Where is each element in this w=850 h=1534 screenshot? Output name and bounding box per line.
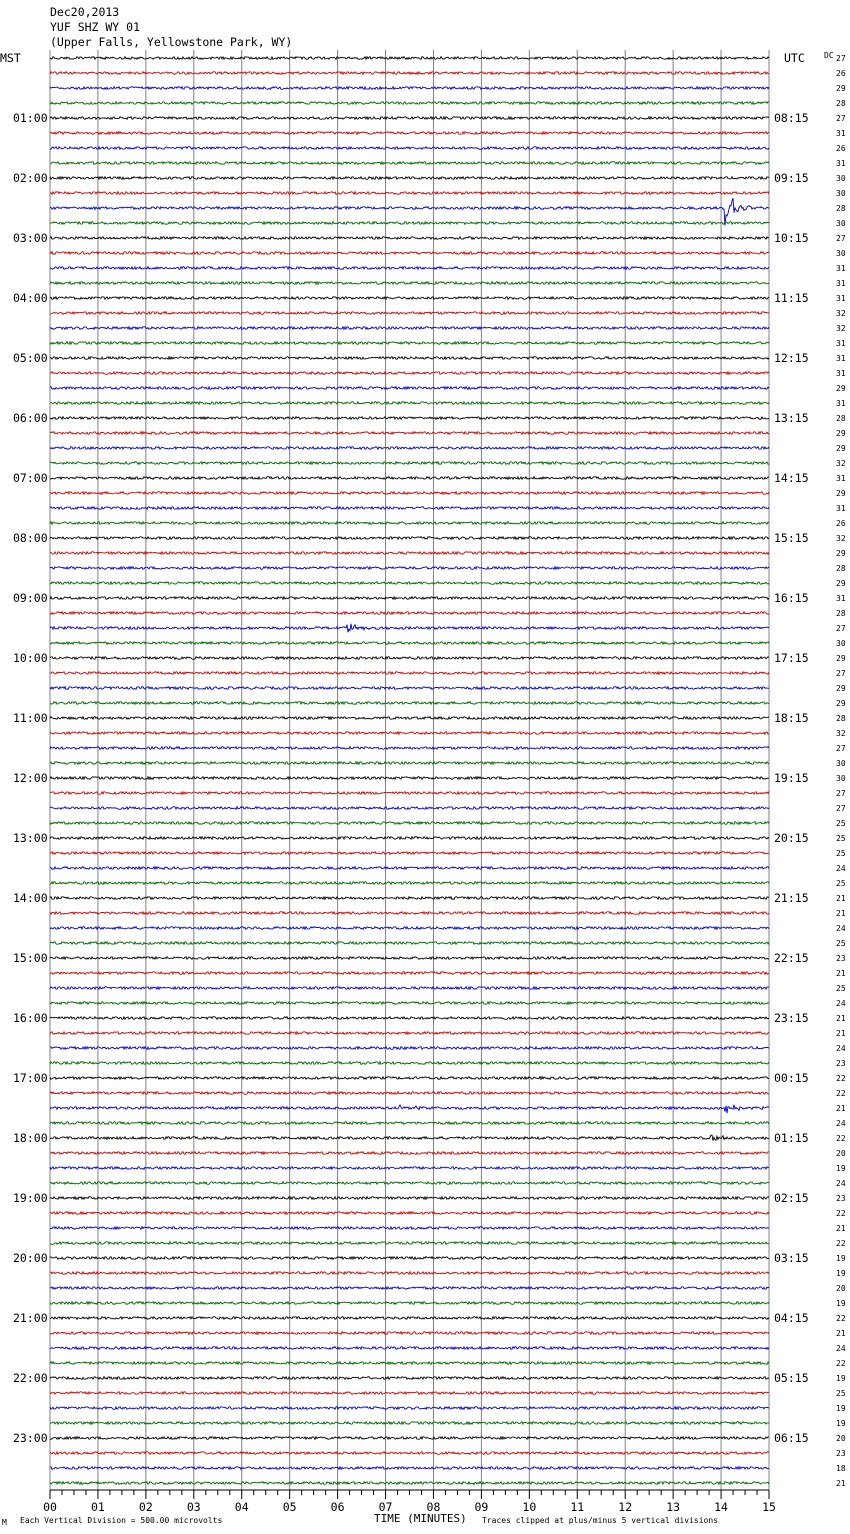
dc-offset-label: 22: [836, 1074, 846, 1083]
x-tick-label: 01: [91, 1500, 105, 1514]
trace-66: [50, 1047, 769, 1050]
trace-42: [50, 687, 769, 690]
trace-45: [50, 732, 769, 735]
dc-offset-label: 29: [836, 444, 846, 453]
dc-offset-label: 28: [836, 414, 846, 423]
dc-offset-label: 20: [836, 1149, 846, 1158]
trace-46: [50, 747, 769, 750]
right-hour-label: 06:15: [774, 1431, 809, 1445]
dc-offset-label: 19: [836, 1374, 846, 1383]
trace-16: [50, 297, 769, 300]
trace-84: [50, 1317, 769, 1320]
right-hour-label: 11:15: [774, 291, 809, 305]
right-hour-label: 22:15: [774, 951, 809, 965]
dc-offset-label: 28: [836, 204, 846, 213]
x-tick-label: 12: [618, 1500, 633, 1514]
dc-offset-label: 31: [836, 279, 846, 288]
dc-offset-label: 30: [836, 759, 846, 768]
left-hour-label: 20:00: [13, 1251, 48, 1265]
dc-offset-label: 25: [836, 819, 846, 828]
dc-offset-label: 19: [836, 1164, 846, 1173]
trace-91: [50, 1422, 769, 1425]
left-hour-label: 05:00: [13, 351, 48, 365]
trace-50: [50, 807, 769, 810]
dc-offset-label: 19: [836, 1404, 846, 1413]
left-hour-label: 22:00: [13, 1371, 48, 1385]
dc-offset-label: 30: [836, 219, 846, 228]
left-hour-label: 19:00: [13, 1191, 48, 1205]
trace-38: [50, 624, 769, 633]
trace-58: [50, 927, 769, 930]
trace-89: [50, 1392, 769, 1395]
trace-65: [50, 1032, 769, 1035]
right-hour-label: 10:15: [774, 231, 809, 245]
dc-offset-label: 22: [836, 1359, 846, 1368]
dc-offset-label: 21: [836, 969, 846, 978]
trace-13: [50, 252, 769, 255]
trace-78: [50, 1227, 769, 1230]
trace-37: [50, 612, 769, 615]
dc-offset-label: 25: [836, 834, 846, 843]
left-hour-label: 12:00: [13, 771, 48, 785]
dc-offset-label: 25: [836, 849, 846, 858]
trace-53: [50, 852, 769, 855]
dc-offset-label: 28: [836, 564, 846, 573]
dc-offset-label: 19: [836, 1269, 846, 1278]
trace-68: [50, 1077, 769, 1080]
trace-14: [50, 267, 769, 270]
trace-80: [50, 1257, 769, 1260]
dc-offset-label: 31: [836, 474, 846, 483]
x-tick-label: 13: [666, 1500, 681, 1514]
trace-24: [50, 417, 769, 420]
left-hour-label: 09:00: [13, 591, 48, 605]
trace-72: [50, 1135, 769, 1141]
trace-10: [50, 198, 769, 225]
right-hour-label: 13:15: [774, 411, 809, 425]
dc-offset-label: 29: [836, 489, 846, 498]
trace-31: [50, 522, 769, 525]
right-hour-label: 15:15: [774, 531, 809, 545]
trace-51: [50, 822, 769, 825]
trace-49: [50, 792, 769, 795]
left-hour-label: 03:00: [13, 231, 48, 245]
right-hour-label: 14:15: [774, 471, 809, 485]
dc-offset-label: 24: [836, 924, 846, 933]
trace-44: [50, 717, 769, 720]
dc-offset-label: 23: [836, 1194, 846, 1203]
trace-8: [50, 177, 769, 180]
trace-64: [50, 1017, 769, 1020]
trace-82: [50, 1287, 769, 1290]
trace-33: [50, 552, 769, 555]
dc-offset-label: 32: [836, 459, 846, 468]
x-tick-label: 11: [570, 1500, 585, 1514]
dc-offset-label: 29: [836, 699, 846, 708]
dc-offset-label: 29: [836, 84, 846, 93]
trace-48: [50, 777, 769, 780]
left-hour-label: 16:00: [13, 1011, 48, 1025]
left-hour-label: 10:00: [13, 651, 48, 665]
dc-offset-label: 24: [836, 1344, 846, 1353]
trace-36: [50, 597, 769, 600]
dc-offset-label: 21: [836, 1029, 846, 1038]
trace-0: [50, 57, 769, 60]
trace-29: [50, 492, 769, 495]
dc-offset-label: 26: [836, 519, 846, 528]
left-timezone-label: MST: [0, 51, 21, 65]
trace-54: [50, 867, 769, 870]
trace-76: [50, 1197, 769, 1200]
trace-41: [50, 672, 769, 675]
trace-73: [50, 1152, 769, 1155]
left-hour-label: 08:00: [13, 531, 48, 545]
dc-offset-label: 31: [836, 339, 846, 348]
trace-47: [50, 762, 769, 765]
trace-11: [50, 222, 769, 225]
dc-offset-label: 27: [836, 804, 846, 813]
dc-offset-label: 30: [836, 189, 846, 198]
dc-offset-label: 27: [836, 54, 846, 63]
dc-offset-label: 23: [836, 954, 846, 963]
trace-63: [50, 1002, 769, 1005]
dc-offset-label: 25: [836, 1389, 846, 1398]
trace-88: [50, 1377, 769, 1380]
right-hour-label: 21:15: [774, 891, 809, 905]
corner-mark: M: [2, 1518, 7, 1527]
left-hour-label: 15:00: [13, 951, 48, 965]
dc-offset-label: 27: [836, 114, 846, 123]
right-hour-label: 16:15: [774, 591, 809, 605]
dc-offset-label: 21: [836, 894, 846, 903]
trace-67: [50, 1062, 769, 1065]
right-hour-label: 08:15: [774, 111, 809, 125]
dc-offset-label: 31: [836, 594, 846, 603]
dc-offset-label: 25: [836, 984, 846, 993]
dc-offset-label: 22: [836, 1134, 846, 1143]
dc-offset-label: 30: [836, 639, 846, 648]
trace-5: [50, 132, 769, 135]
dc-offset-label: 21: [836, 1329, 846, 1338]
dc-offset-label: 32: [836, 729, 846, 738]
trace-87: [50, 1362, 769, 1365]
left-hour-label: 21:00: [13, 1311, 48, 1325]
location-title: (Upper Falls, Yellowstone Park, WY): [50, 35, 293, 49]
right-hour-label: 02:15: [774, 1191, 809, 1205]
right-hour-label: 05:15: [774, 1371, 809, 1385]
left-hour-label: 13:00: [13, 831, 48, 845]
dc-offset-labels: [836, 54, 846, 1488]
left-hour-label: 11:00: [13, 711, 48, 725]
trace-62: [50, 987, 769, 990]
trace-79: [50, 1242, 769, 1245]
dc-header-label: DC: [824, 51, 834, 60]
right-hour-label: 12:15: [774, 351, 809, 365]
right-hour-label: 09:15: [774, 171, 809, 185]
x-tick-label: 03: [186, 1500, 201, 1514]
trace-15: [50, 282, 769, 285]
dc-offset-label: 22: [836, 1089, 846, 1098]
dc-offset-label: 21: [836, 1224, 846, 1233]
dc-offset-label: 29: [836, 429, 846, 438]
x-tick-label: 15: [762, 1500, 776, 1514]
dc-offset-label: 23: [836, 1449, 846, 1458]
x-tick-label: 02: [138, 1500, 153, 1514]
scale-note: Each Vertical Division = 500.00 microvolts: [20, 1516, 223, 1525]
trace-85: [50, 1332, 769, 1335]
dc-offset-label: 26: [836, 144, 846, 153]
left-hour-label: 06:00: [13, 411, 48, 425]
dc-offset-label: 28: [836, 609, 846, 618]
trace-25: [50, 432, 769, 435]
dc-offset-label: 25: [836, 939, 846, 948]
dc-offset-label: 31: [836, 354, 846, 363]
left-hour-label: 01:00: [13, 111, 48, 125]
trace-59: [50, 942, 769, 945]
trace-19: [50, 342, 769, 345]
dc-offset-label: 22: [836, 1314, 846, 1323]
x-tick-label: 04: [234, 1500, 249, 1514]
dc-offset-label: 21: [836, 1014, 846, 1023]
trace-57: [50, 912, 769, 915]
trace-21: [50, 372, 769, 375]
trace-43: [50, 702, 769, 705]
dc-offset-label: 27: [836, 744, 846, 753]
dc-offset-label: 28: [836, 99, 846, 108]
trace-17: [50, 312, 769, 315]
dc-offset-label: 24: [836, 1179, 846, 1188]
right-hour-label: 03:15: [774, 1251, 809, 1265]
dc-offset-label: 30: [836, 249, 846, 258]
trace-77: [50, 1212, 769, 1215]
dc-offset-label: 27: [836, 624, 846, 633]
dc-offset-label: 29: [836, 549, 846, 558]
dc-offset-label: 30: [836, 174, 846, 183]
dc-offset-label: 20: [836, 1434, 846, 1443]
left-hour-label: 02:00: [13, 171, 48, 185]
dc-offset-label: 27: [836, 669, 846, 678]
trace-26: [50, 447, 769, 450]
trace-34: [50, 567, 769, 570]
trace-20: [50, 357, 769, 360]
right-hour-label: 04:15: [774, 1311, 809, 1325]
right-hour-label: 17:15: [774, 651, 809, 665]
right-hour-label: 00:15: [774, 1071, 809, 1085]
left-hour-label: 17:00: [13, 1071, 48, 1085]
left-hour-label: 04:00: [13, 291, 48, 305]
left-hour-label: 14:00: [13, 891, 48, 905]
x-tick-label: 09: [474, 1500, 489, 1514]
dc-offset-label: 21: [836, 909, 846, 918]
trace-23: [50, 402, 769, 405]
dc-offset-label: 26: [836, 69, 846, 78]
right-timezone-label: UTC: [784, 51, 805, 65]
dc-offset-label: 18: [836, 1464, 846, 1473]
dc-offset-label: 30: [836, 774, 846, 783]
x-tick-label: 06: [330, 1500, 345, 1514]
dc-offset-label: 22: [836, 1239, 846, 1248]
trace-56: [50, 897, 769, 900]
dc-offset-label: 29: [836, 384, 846, 393]
dc-offset-label: 31: [836, 159, 846, 168]
dc-offset-label: 29: [836, 684, 846, 693]
left-hour-label: 07:00: [13, 471, 48, 485]
trace-60: [50, 957, 769, 960]
trace-7: [50, 162, 769, 165]
trace-2: [50, 87, 769, 90]
dc-offset-label: 25: [836, 879, 846, 888]
trace-9: [50, 192, 769, 195]
dc-offset-label: 24: [836, 999, 846, 1008]
dc-offset-label: 27: [836, 789, 846, 798]
dc-offset-label: 19: [836, 1254, 846, 1263]
dc-offset-label: 28: [836, 714, 846, 723]
clip-note: Traces clipped at plus/minus 5 vertical divisions: [482, 1516, 719, 1525]
trace-18: [50, 327, 769, 330]
dc-offset-label: 29: [836, 654, 846, 663]
right-hour-label: 23:15: [774, 1011, 809, 1025]
dc-offset-label: 21: [836, 1479, 846, 1488]
left-hour-label: 23:00: [13, 1431, 48, 1445]
trace-28: [50, 477, 769, 480]
right-hour-label: 18:15: [774, 711, 809, 725]
dc-offset-label: 31: [836, 264, 846, 273]
trace-lines: [50, 57, 769, 1485]
trace-27: [50, 462, 769, 465]
x-tick-label: 07: [378, 1500, 393, 1514]
x-tick-label: 08: [426, 1500, 441, 1514]
trace-6: [50, 147, 769, 150]
right-hour-label: 19:15: [774, 771, 809, 785]
trace-75: [50, 1182, 769, 1185]
trace-55: [50, 882, 769, 885]
trace-1: [50, 72, 769, 75]
dc-offset-label: 31: [836, 294, 846, 303]
trace-81: [50, 1272, 769, 1275]
dc-offset-label: 29: [836, 579, 846, 588]
trace-90: [50, 1407, 769, 1410]
dc-offset-label: 31: [836, 129, 846, 138]
dc-offset-label: 19: [836, 1419, 846, 1428]
trace-70: [50, 1105, 769, 1114]
trace-71: [50, 1122, 769, 1125]
dc-offset-label: 31: [836, 399, 846, 408]
trace-35: [50, 582, 769, 585]
trace-22: [50, 387, 769, 390]
right-hour-label: 01:15: [774, 1131, 809, 1145]
trace-86: [50, 1347, 769, 1350]
x-axis: [43, 1490, 776, 1514]
trace-95: [50, 1482, 769, 1485]
dc-offset-label: 21: [836, 1104, 846, 1113]
trace-94: [50, 1467, 769, 1470]
dc-offset-label: 32: [836, 324, 846, 333]
trace-4: [50, 117, 769, 120]
dc-offset-label: 31: [836, 369, 846, 378]
trace-83: [50, 1302, 769, 1305]
x-tick-label: 10: [522, 1500, 537, 1514]
dc-offset-label: 27: [836, 234, 846, 243]
x-tick-label: 00: [43, 1500, 57, 1514]
trace-30: [50, 507, 769, 510]
left-hour-label: 18:00: [13, 1131, 48, 1145]
trace-3: [50, 102, 769, 105]
dc-offset-label: 32: [836, 534, 846, 543]
trace-74: [50, 1167, 769, 1170]
dc-offset-label: 24: [836, 864, 846, 873]
trace-32: [50, 537, 769, 540]
trace-40: [50, 657, 769, 660]
x-axis-label: TIME (MINUTES): [374, 1512, 467, 1525]
dc-offset-label: 19: [836, 1299, 846, 1308]
right-hour-label: 20:15: [774, 831, 809, 845]
trace-12: [50, 237, 769, 240]
x-tick-label: 05: [282, 1500, 297, 1514]
trace-61: [50, 972, 769, 975]
date-title: Dec20,2013: [50, 5, 120, 19]
x-tick-label: 14: [714, 1500, 728, 1514]
dc-offset-label: 23: [836, 1059, 846, 1068]
dc-offset-label: 24: [836, 1119, 846, 1128]
dc-offset-label: 20: [836, 1284, 846, 1293]
dc-offset-label: 24: [836, 1044, 846, 1053]
trace-69: [50, 1092, 769, 1095]
trace-92: [50, 1437, 769, 1440]
trace-52: [50, 837, 769, 840]
station-title: YUF SHZ WY 01: [50, 20, 141, 34]
dc-offset-label: 32: [836, 309, 846, 318]
trace-93: [50, 1452, 769, 1455]
dc-offset-label: 31: [836, 504, 846, 513]
dc-offset-label: 22: [836, 1209, 846, 1218]
trace-39: [50, 642, 769, 645]
